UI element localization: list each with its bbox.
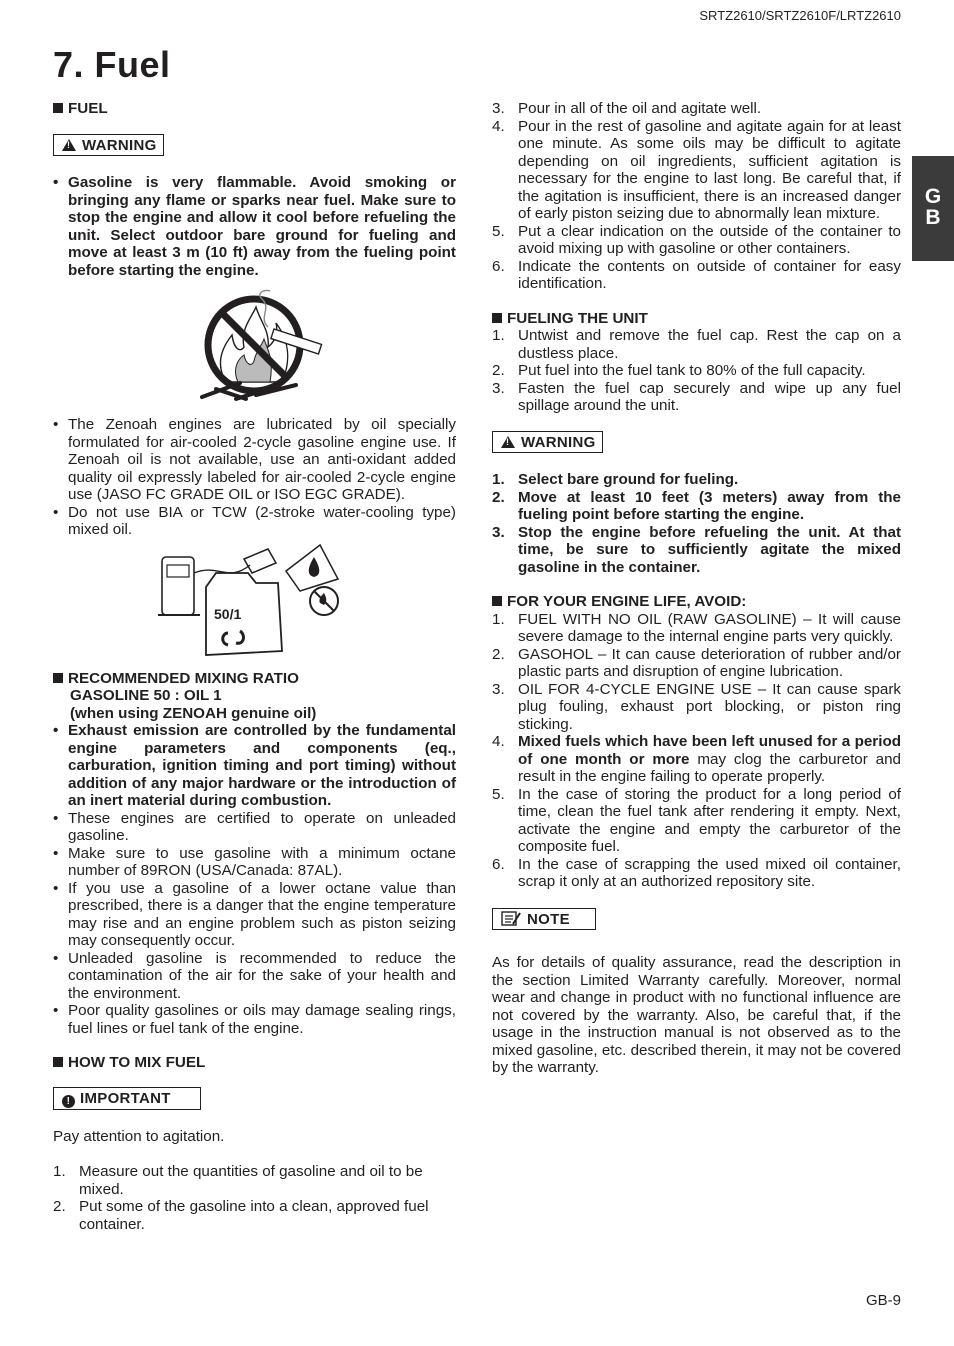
fueling-heading: [492, 310, 901, 328]
list-item: • Poor quality gasolines or oils may damage sealing rings, fuel lines or fuel tank of the engine.: [53, 1002, 456, 1037]
warning-label-box: [492, 431, 603, 454]
step-text: Put a clear indication on the outside of the container to avoid mixing up with gasoline or other containers.: [518, 222, 901, 257]
step-number: 2.: [53, 1198, 66, 1215]
important-label-box: [53, 1087, 201, 1110]
square-bullet-icon: [53, 673, 63, 683]
note-label-box: [492, 908, 596, 931]
step-number: 3.: [492, 680, 505, 698]
warning-list: [53, 174, 456, 279]
list-item: [492, 100, 901, 118]
page-title: 7. Fuel: [53, 44, 171, 85]
fuel-heading: [53, 100, 456, 118]
fuel-can-mixing-icon: [158, 543, 348, 658]
step-text: Move at least 10 feet (3 meters) away from the fueling point before starting the engine.: [518, 488, 901, 523]
square-bullet-icon: [492, 596, 502, 606]
square-bullet-icon: [53, 103, 63, 113]
list-item: • Do not use BIA or TCW (2-stroke water-cooling type) mixed oil.: [53, 504, 456, 539]
step-text: Pour in the rest of gasoline and agitate again for at least one minute. As some oils may be difficult to agitate depending on oil ingredients, sufficient agitation is necessary for the engine to last long. Be careful that, if the agitation is insufficient, there is an increased danger of early piston seizing due to abnormally lean mixture.: [518, 117, 901, 222]
step-text: Stop the engine before refueling the unit. At that time, be sure to sufficiently agitate the mixed gasoline in the container.: [518, 523, 901, 576]
mixing-ratio-note: (when using ZENOAH genuine oil): [70, 704, 317, 722]
note-book-icon: [501, 911, 521, 926]
no-smoking-fire-icon: [196, 287, 336, 412]
list-item: • The Zenoah engines are lubricated by oil specially formulated for air-cooled 2-cycle gasoline engine use. If Zenoah oil is not available, use an anti-oxidant added quality oil expressly labeled for air-cooled 2-cycle engine use (JASO FC GRADE OIL or ISO EGC GRADE).: [53, 416, 456, 504]
list-item: [492, 118, 901, 223]
step-text: GASOHOL – It can cause deterioration of rubber and/or plastic parts and disruption of engine lubrication.: [518, 645, 901, 680]
list-item: [492, 471, 901, 489]
important-box-wrap: [53, 1087, 456, 1110]
list-item: [492, 380, 901, 415]
how-to-mix-heading: [53, 1054, 456, 1072]
note-text: As for details of quality assurance, read the description in the section Limited Warranty carefully. Moreover, normal wear and change in product with no functional influence are not covered by the warranty. Also, be careful that, if the usage in the instruction manual is not observed as to the mixed gasoline, etc. described therein, it may not be covered by the warranty.: [492, 954, 901, 1076]
warning-triangle-icon: [62, 139, 76, 151]
model-number: SRTZ2610/SRTZ2610F/LRTZ2610: [699, 8, 901, 23]
step-number: 1.: [53, 1163, 66, 1180]
can-ratio-label: 50/1: [214, 605, 242, 622]
how-to-mix-heading-text: HOW TO MIX FUEL: [68, 1054, 206, 1071]
page-number: GB-9: [865, 1292, 901, 1309]
warning-triangle-icon: [501, 436, 515, 448]
step-bold-text: Mixed fuels which have been left unused for a period of one month or more: [518, 733, 901, 768]
avoid-list: [492, 611, 901, 891]
list-item: [492, 489, 901, 524]
list-item: [492, 258, 901, 293]
list-item: [492, 786, 901, 856]
step-text: Put fuel into the fuel tank to 80% of the full capacity.: [518, 362, 866, 379]
list-item: [53, 1198, 456, 1233]
step-number: 4.: [492, 733, 505, 750]
list-item: [492, 733, 901, 786]
step-number: 2.: [492, 645, 505, 663]
avoid-heading: [492, 593, 901, 611]
mixing-ratio-value: GASOLINE 50 : OIL 1: [70, 687, 222, 704]
list-item: [492, 524, 901, 577]
mixing-ratio-heading-text: RECOMMENDED MIXING RATIO: [68, 669, 299, 687]
language-tab: [912, 156, 954, 261]
step-text: In the case of scrapping the used mixed oil container, scrap it only at an authorized repository site.: [518, 855, 901, 890]
step-number: 5.: [492, 222, 505, 240]
warning-box-wrap-right: [492, 431, 901, 454]
avoid-heading-text: FOR YOUR ENGINE LIFE, AVOID:: [507, 593, 747, 610]
step-text: Indicate the contents on outside of container for easy identification.: [518, 257, 901, 292]
step-text: Fasten the fuel cap securely and wipe up any fuel spillage around the unit.: [518, 379, 901, 414]
exclamation-circle-icon: !: [62, 1095, 75, 1108]
list-item: [53, 1163, 456, 1198]
left-column: [53, 100, 456, 1233]
oil-list: [53, 416, 456, 539]
note-label: NOTE: [527, 910, 570, 928]
step-number: 3.: [492, 523, 505, 541]
right-column: [492, 100, 901, 1077]
fuel-heading-text: FUEL: [68, 100, 108, 117]
step-number: 2.: [492, 488, 505, 506]
list-item: [492, 223, 901, 258]
fueling-steps-list: [492, 327, 901, 415]
square-bullet-icon: [53, 1057, 63, 1067]
important-label: IMPORTANT: [80, 1089, 171, 1107]
tab-letter-b: B: [925, 206, 941, 229]
note-box-wrap: [492, 908, 901, 931]
mix-steps-continued-list: [492, 100, 901, 293]
list-item: • These engines are certified to operate on unleaded gasoline.: [53, 810, 456, 845]
tab-letter-g: G: [924, 185, 942, 208]
list-item: • Make sure to use gasoline with a minimum octane number of 89RON (USA/Canada: 87AL).: [53, 845, 456, 880]
mix-steps-list: [53, 1163, 456, 1233]
list-item: [492, 611, 901, 646]
fueling-heading-text: FUELING THE UNIT: [507, 309, 648, 327]
list-item: • If you use a gasoline of a lower octane value than prescribed, there is a danger that the engine temperature may rise and an engine problem such as piston seizing may consequently occur.: [53, 880, 456, 950]
warning-text: • Gasoline is very flammable. Avoid smoking or bringing any flame or sparks near fuel. Make sure to stop the engine and allow it cool before refueling the unit. Select outdoor bare ground for fueling and move at least 3 m (10 ft) away from the fueling point before starting the engine.: [53, 174, 456, 279]
warning-label-box: [53, 134, 164, 157]
step-number: 6.: [492, 257, 505, 275]
list-item: • Exhaust emission are controlled by the fundamental engine parameters and components (eq., carburation, ignition timing and port timing) without addition of any major hardware or the introduction of an inert material during combustion.: [53, 722, 456, 810]
list-item: [492, 646, 901, 681]
warning-label: WARNING: [82, 136, 157, 154]
step-number: 3.: [492, 100, 505, 117]
step-text: OIL FOR 4-CYCLE ENGINE USE – It can cause spark plug fouling, exhaust port blocking, or piston ring sticking.: [518, 680, 901, 733]
step-text: Pour in all of the oil and agitate well.: [518, 100, 762, 117]
list-item: [492, 362, 901, 380]
step-text: Put some of the gasoline into a clean, approved fuel container.: [79, 1198, 429, 1233]
step-number: 4.: [492, 117, 505, 135]
step-text: Measure out the quantities of gasoline and oil to be mixed.: [79, 1163, 423, 1198]
step-text: Untwist and remove the fuel cap. Rest the cap on a dustless place.: [518, 327, 901, 362]
attention-text: Pay attention to agitation.: [53, 1127, 225, 1145]
step-number: 1.: [492, 610, 505, 628]
step-text: may clog the carburetor and result in the engine failing to operate properly.: [518, 750, 901, 785]
step-text: FUEL WITH NO OIL (RAW GASOLINE) – It will cause severe damage to the internal engine parts very quickly.: [518, 610, 901, 645]
mixing-ratio-heading: [53, 670, 456, 688]
warning-steps-list: [492, 471, 901, 576]
step-number: 1.: [492, 327, 505, 344]
step-number: 5.: [492, 785, 505, 803]
list-item: [492, 681, 901, 734]
mixing-ratio-block: [53, 670, 456, 723]
list-item: [492, 856, 901, 891]
step-number: 6.: [492, 855, 505, 873]
step-number: 2.: [492, 362, 505, 379]
list-item: • Unleaded gasoline is recommended to reduce the contamination of the air for the sake of your health and the environment.: [53, 950, 456, 1003]
step-text: In the case of storing the product for a long period of time, clean the fuel tank after rendering it empty. Next, activate the engine and empty the carburetor of the composite fuel.: [518, 785, 901, 855]
step-number: 3.: [492, 379, 505, 397]
step-text: Select bare ground for fueling.: [518, 471, 739, 488]
warning-box-wrap: [53, 134, 456, 157]
gasoline-list: [53, 722, 456, 1037]
list-item: [492, 327, 901, 362]
warning-label: WARNING: [521, 433, 596, 451]
step-number: 1.: [492, 471, 505, 488]
square-bullet-icon: [492, 313, 502, 323]
